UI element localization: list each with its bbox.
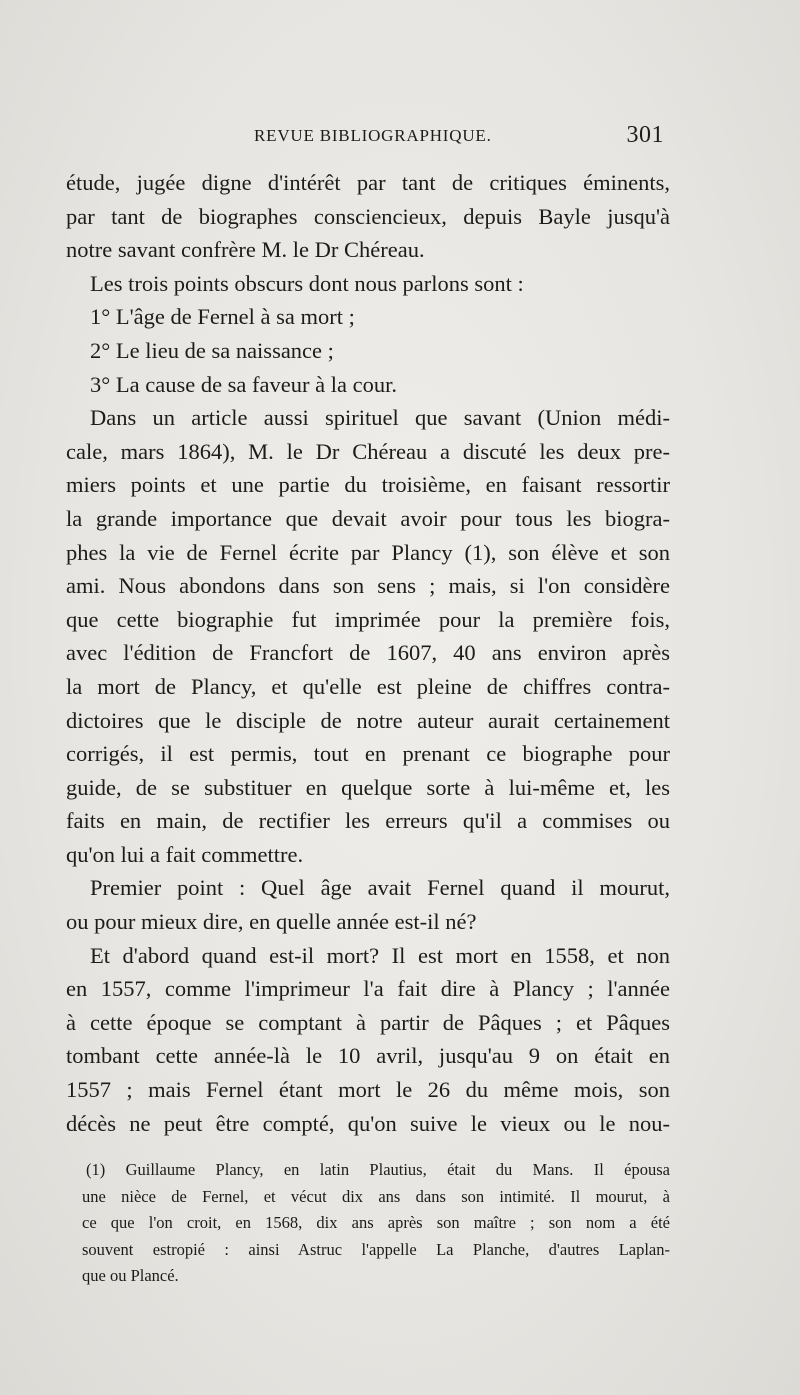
body-line-28: 1557 ; mais Fernel étant mort le 26 du même mois, son [66, 1077, 670, 1103]
footnote-line-2: une nièce de Fernel, et vécut dix ans dans son intimité. Il mourut, à [82, 1186, 670, 1206]
body-line-6: 2° Le lieu de sa naissance ; [90, 337, 334, 363]
running-head [254, 122, 664, 152]
footnote-line-4: souvent estropié : ainsi Astruc l'appelle La Planche, d'autres Laplan- [82, 1239, 670, 1259]
body-line-27: tombant cette année-là le 10 avril, jusqu'au 9 on était en [66, 1043, 670, 1069]
footnote-line-1: (1) Guillaume Plancy, en latin Plautius, était du Mans. Il épousa [86, 1160, 670, 1179]
running-title: REVUE BIBLIOGRAPHIQUE. [254, 126, 492, 145]
footnote-line-5: que ou Plancé. [82, 1266, 179, 1285]
body-line-14: que cette biographie fut imprimée pour la première fois, [66, 606, 670, 632]
body-line-7: 3° La cause de sa faveur à la cour. [90, 371, 397, 397]
body-line-1: étude, jugée digne d'intérêt par tant de critiques éminents, [66, 170, 670, 195]
body-line-9: cale, mars 1864), M. le Dr Chéreau a discuté les deux pre- [66, 438, 670, 464]
body-line-24: Et d'abord quand est-il mort? Il est mort en 1558, et non [90, 942, 670, 968]
body-line-11: la grande importance que devait avoir pour tous les biogra- [66, 505, 670, 531]
body-line-20: faits en main, de rectifier les erreurs qu'il a commises ou [66, 808, 670, 834]
footnotes [82, 1157, 670, 1290]
footnote-line-3: ce que l'on croit, en 1568, dix ans après son maître ; son nom a été [82, 1213, 670, 1232]
body-line-26: à cette époque se comptant à partir de Pâques ; et Pâques [66, 1009, 670, 1035]
body-line-3: notre savant confrère M. le Dr Chéreau. [66, 237, 425, 263]
body-line-23: ou pour mieux dire, en quelle année est-il né? [66, 909, 477, 935]
body-line-25: en 1557, comme l'imprimeur l'a fait dire à Plancy ; l'année [66, 976, 670, 1002]
body-line-12: phes la vie de Fernel écrite par Plancy (1), son élève et son [66, 539, 670, 565]
body-line-13: ami. Nous abondons dans son sens ; mais, si l'on considère [66, 573, 670, 599]
body-line-22: Premier point : Quel âge avait Fernel quand il mourut, [90, 875, 670, 901]
body-line-2: par tant de biographes consciencieux, depuis Bayle jusqu'à [66, 203, 670, 229]
body-line-19: guide, de se substituer en quelque sorte à lui-même et, les [66, 774, 670, 800]
body-line-18: corrigés, il est permis, tout en prenant ce biographe pour [66, 741, 670, 767]
body-line-21: qu'on lui a fait commettre. [66, 841, 304, 867]
body-line-17: dictoires que le disciple de notre auteur aurait certainement [66, 707, 670, 733]
body-line-29: décès ne peut être compté, qu'on suive le vieux ou le nou- [66, 1110, 670, 1136]
body-line-15: avec l'édition de Francfort de 1607, 40 ans environ après [66, 640, 670, 666]
page-number: 301 [626, 122, 664, 148]
body-line-4: Les trois points obscurs dont nous parlons sont : [90, 270, 524, 296]
body-line-10: miers points et une partie du troisième, en faisant ressortir [66, 472, 670, 498]
body-text [66, 166, 670, 1140]
body-line-8: Dans un article aussi spirituel que savant (Union médi- [90, 405, 670, 431]
body-line-5: 1° L'âge de Fernel à sa mort ; [90, 304, 355, 330]
body-line-16: la mort de Plancy, et qu'elle est pleine de chiffres contra- [66, 673, 670, 699]
